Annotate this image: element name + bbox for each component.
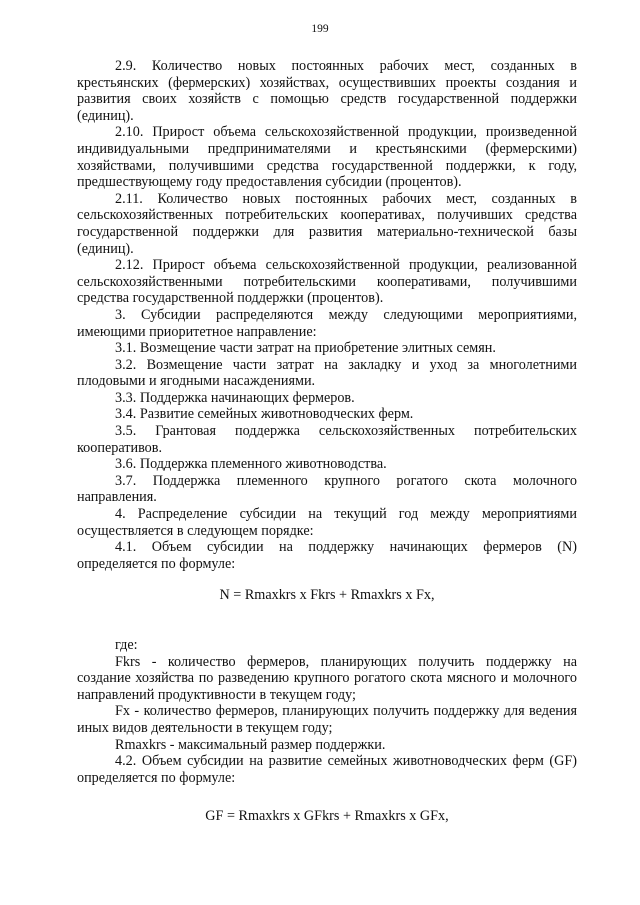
- paragraph-3: 3. Субсидии распределяются между следующими мероприятиями, имеющими приоритетное направление:: [77, 306, 577, 340]
- paragraph-2-10: 2.10. Прирост объема сельскохозяйственной продукции, произведенной индивидуальными предпринимателями и крестьянскими (фермерскими) хозяйствами, получившими средства государственной поддержки, к году, предшествующему году предоставления субсидии (процентов).: [77, 124, 577, 191]
- document-body: [77, 58, 577, 825]
- definition-rmaxkrs: Rmaxkrs - максимальный размер поддержки.: [115, 736, 386, 753]
- paragraph-3-1: 3.1. Возмещение части затрат на приобретение элитных семян.: [115, 340, 496, 357]
- paragraph-3-2: 3.2. Возмещение части затрат на закладку и уход за многолетними плодовыми и ягодными насаждениями.: [77, 356, 577, 390]
- paragraph-2-9: 2.9. Количество новых постоянных рабочих мест, созданных в крестьянских (фермерских) хозяйствах, осуществивших проекты создания и развития своих хозяйств с помощью средств государственной поддержки (единиц).: [77, 58, 577, 124]
- paragraph-4: 4. Распределение субсидии на текущий год между мероприятиями осуществляется в следующем порядке:: [77, 506, 577, 539]
- paragraph-4-2: 4.2. Объем субсидии на развитие семейных животноводческих ферм (GF) определяется по формуле:: [77, 753, 577, 786]
- definition-fkrs: Fkrs - количество фермеров, планирующих получить поддержку на создание хозяйства по разведению крупного рогатого скота мясного и молочного направлений продуктивности в текущем году;: [77, 653, 577, 703]
- formula-gf: GF = Rmaxkrs x GFkrs + Rmaxkrs x GFx,: [205, 808, 449, 825]
- paragraph-2-12: 2.12. Прирост объема сельскохозяйственной продукции, реализованной сельскохозяйственными потребительскими кооперативами, получившими средства государственной поддержки (процентов).: [77, 257, 577, 307]
- definition-fx: Fx - количество фермеров, планирующих получить поддержку для ведения иных видов деятельности в текущем году;: [77, 703, 577, 736]
- paragraph-3-5: 3.5. Грантовая поддержка сельскохозяйственных потребительских кооперативов.: [77, 423, 577, 456]
- formula-n: N = Rmaxkrs x Fkrs + Rmaxkrs x Fx,: [219, 587, 435, 604]
- paragraph-2-11: 2.11. Количество новых постоянных рабочих мест, созданных в сельскохозяйственных потребительских кооперативах, получивших средства государственной поддержки для развития материально-технической базы (единиц).: [77, 190, 577, 257]
- paragraph-3-3: 3.3. Поддержка начинающих фермеров.: [115, 389, 355, 406]
- where-label: где:: [115, 637, 138, 653]
- paragraph-4-1: 4.1. Объем субсидии на поддержку начинающих фермеров (N) определяется по формуле:: [77, 539, 577, 572]
- paragraph-3-7: 3.7. Поддержка племенного крупного рогатого скота молочного направления.: [77, 472, 577, 506]
- page-number: 199: [311, 23, 329, 35]
- paragraph-3-6: 3.6. Поддержка племенного животноводства.: [115, 456, 387, 473]
- paragraph-3-4: 3.4. Развитие семейных животноводческих ферм.: [115, 406, 414, 423]
